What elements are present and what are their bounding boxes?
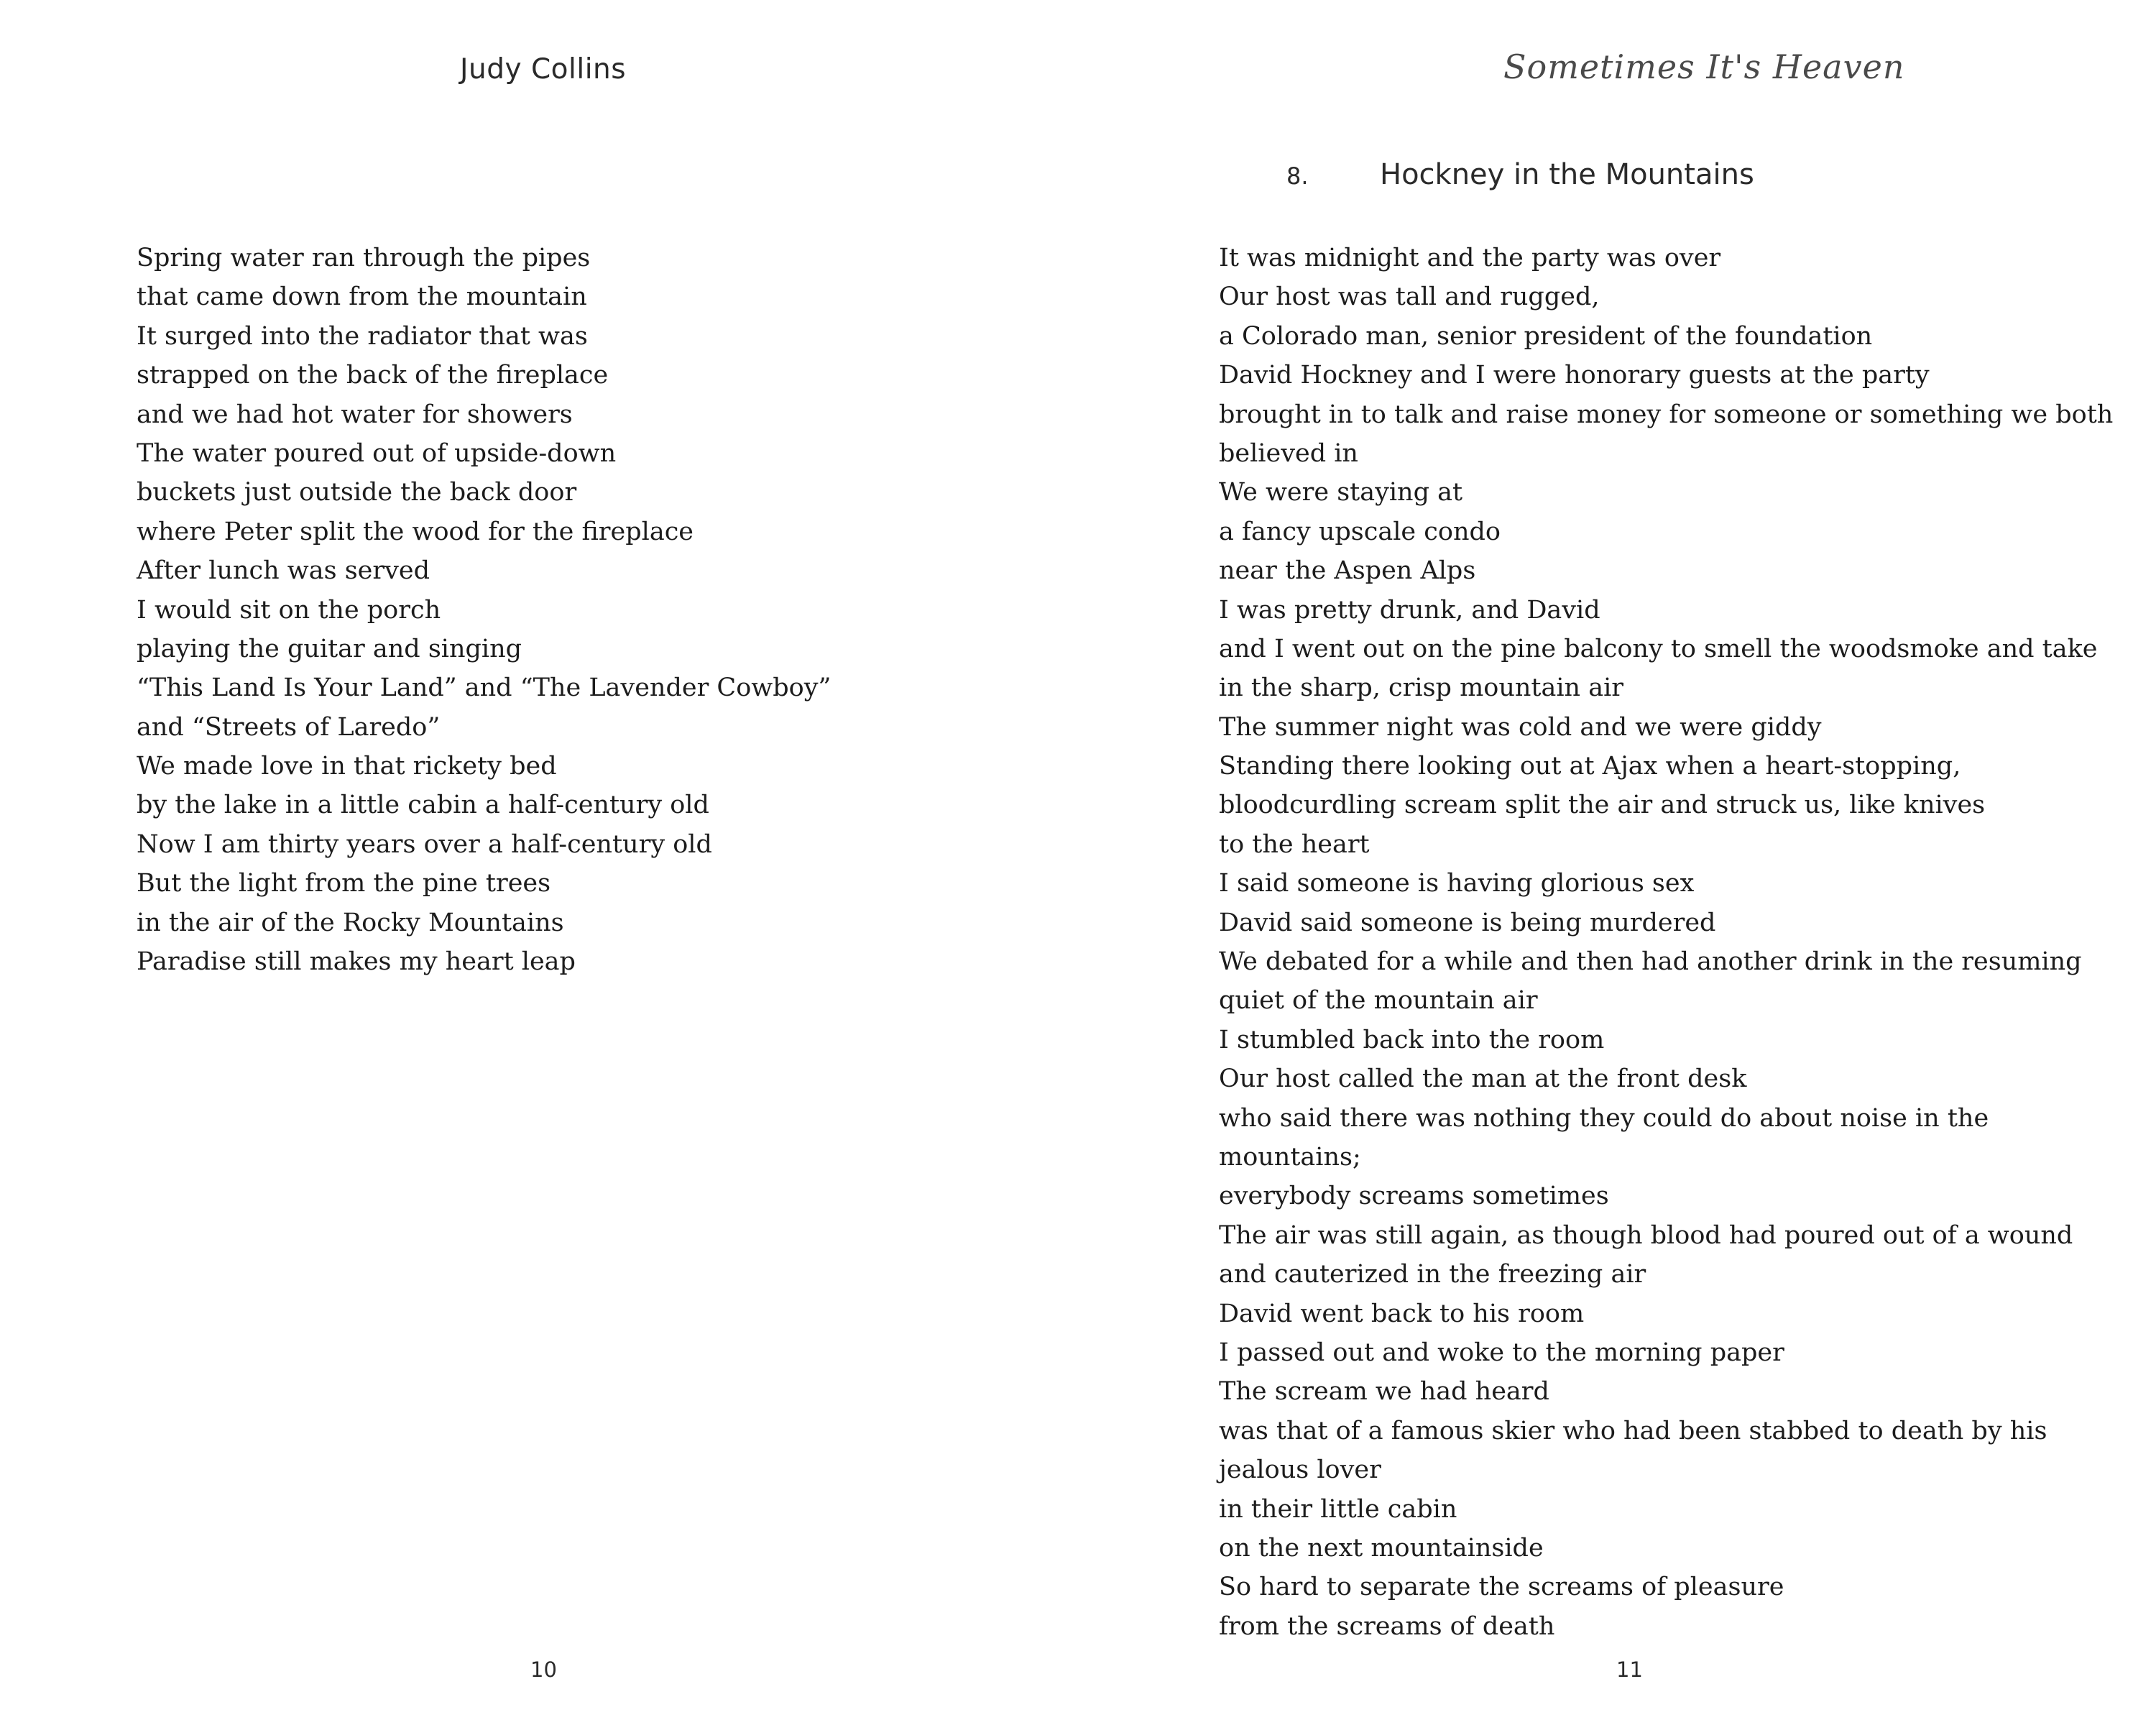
poem-line: that came down from the mountain: [137, 282, 587, 312]
poem-line: After lunch was served: [137, 556, 430, 586]
poem-line: But the light from the pine trees: [137, 869, 551, 898]
poem-line: David Hockney and I were honorary guests at the party: [1219, 361, 1930, 390]
page-number-right: 11: [1616, 1657, 1643, 1682]
poem-line: I passed out and woke to the morning paper: [1219, 1338, 1784, 1367]
poem-line: We were staying at: [1219, 478, 1463, 507]
poem-line: everybody screams sometimes: [1219, 1182, 1609, 1211]
poem-line: mountains;: [1219, 1142, 1361, 1172]
poem-line: It surged into the radiator that was: [137, 321, 588, 351]
poem-line: It was midnight and the party was over: [1219, 244, 1721, 272]
poem-line: a fancy upscale condo: [1219, 517, 1501, 546]
poem-line: Standing there looking out at Ajax when a heart-stopping,: [1219, 752, 1961, 781]
poem-line: I stumbled back into the room: [1219, 1025, 1605, 1054]
poem-line: Our host called the man at the front desk: [1219, 1064, 1747, 1094]
poem-line: David said someone is being murdered: [1219, 908, 1716, 937]
poem-line: I was pretty drunk, and David: [1219, 595, 1600, 625]
poem-line: The air was still again, as though blood had poured out of a wound: [1219, 1220, 2073, 1250]
poem-line: playing the guitar and singing: [137, 634, 522, 663]
poem-line: brought in to talk and raise money for someone or something we both: [1219, 400, 2114, 429]
running-head-book-title: Sometimes It's Heaven: [1503, 47, 1905, 86]
poem-line: strapped on the back of the fireplace: [137, 361, 609, 390]
poem-line: in their little cabin: [1219, 1494, 1457, 1524]
poem-text-right: [1219, 239, 2113, 1646]
poem-line: by the lake in a little cabin a half-century old: [137, 791, 709, 820]
running-head-author: Judy Collins: [460, 53, 627, 86]
poem-line: in the sharp, crisp mountain air: [1219, 673, 1624, 703]
poem-line: The water poured out of upside-down: [137, 438, 617, 468]
poem-line: We debated for a while and then had another drink in the resuming: [1219, 947, 2082, 977]
poem-line: Now I am thirty years over a half-century old: [137, 829, 712, 859]
chapter-title: Hockney in the Mountains: [1380, 158, 1754, 191]
poem-line: Our host was tall and rugged,: [1219, 282, 1600, 312]
poem-line: We made love in that rickety bed: [137, 752, 557, 781]
poem-line: So hard to separate the screams of pleasure: [1219, 1573, 1784, 1602]
poem-line: bloodcurdling scream split the air and struck us, like knives: [1219, 791, 1986, 820]
poem-line: and I went out on the pine balcony to smell the woodsmoke and take: [1219, 634, 2098, 663]
poem-line: I said someone is having glorious sex: [1219, 869, 1695, 898]
chapter-heading: [1286, 158, 1754, 191]
poem-line: who said there was nothing they could do about noise in the: [1219, 1103, 1989, 1133]
poem-line: where Peter split the wood for the fireplace: [137, 517, 694, 546]
poem-text-left: [137, 239, 831, 981]
poem-line: near the Aspen Alps: [1219, 556, 1476, 586]
poem-line: was that of a famous skier who had been stabbed to death by his: [1219, 1416, 2047, 1445]
poem-line: believed in: [1219, 438, 1358, 468]
poem-line: I would sit on the porch: [137, 595, 441, 625]
poem-line: quiet of the mountain air: [1219, 986, 1538, 1016]
poem-line: and “Streets of Laredo”: [137, 712, 441, 742]
right-page: [1078, 0, 2156, 1725]
poem-line: in the air of the Rocky Mountains: [137, 908, 564, 937]
poem-line: The summer night was cold and we were giddy: [1219, 712, 1822, 742]
poem-line: to the heart: [1219, 829, 1370, 859]
poem-line: and cauterized in the freezing air: [1219, 1260, 1646, 1289]
poem-line: David went back to his room: [1219, 1299, 1585, 1328]
poem-line: “This Land Is Your Land” and “The Lavender Cowboy”: [137, 673, 831, 703]
chapter-number: 8.: [1286, 162, 1309, 190]
poem-line: and we had hot water for showers: [137, 400, 573, 429]
poem-line: The scream we had heard: [1219, 1377, 1549, 1407]
poem-line: from the screams of death: [1219, 1611, 1555, 1641]
poem-line: on the next mountainside: [1219, 1533, 1544, 1563]
poem-line: Paradise still makes my heart leap: [137, 947, 576, 977]
poem-line: a Colorado man, senior president of the foundation: [1219, 321, 1873, 351]
poem-line: jealous lover: [1219, 1455, 1381, 1485]
poem-line: Spring water ran through the pipes: [137, 244, 591, 272]
poem-line: buckets just outside the back door: [137, 478, 577, 507]
page-number-left: 10: [530, 1657, 557, 1682]
